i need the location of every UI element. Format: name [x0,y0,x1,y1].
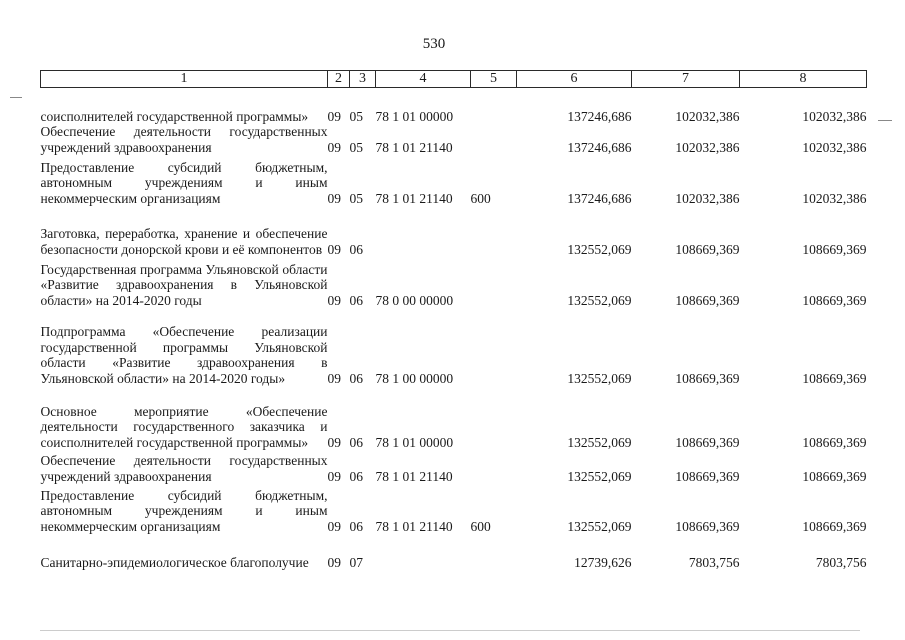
table-row [41,386,867,450]
row-amount-col8: 7803,756 [815,554,867,570]
row-amount-col7: 108669,369 [675,434,740,450]
row-target-article: 78 0 00 00000 [375,292,454,308]
scan-mark [878,120,892,121]
row-amount-col7: 102032,386 [675,139,740,155]
table-body [41,88,867,571]
row-amount-col7: 108669,369 [675,292,740,308]
row-amount-col6: 12739,626 [574,554,632,570]
row-expense-type [471,450,517,484]
row-section-code: 09 [327,370,341,386]
row-target-article: 78 1 00 00000 [375,370,454,386]
table-row [41,257,867,308]
row-name: Предоставление субсидий бюджетным, автономным учреждениям и иным некоммерческим организациям [40,159,328,206]
row-amount-col6: 137246,686 [567,190,632,206]
row-expense-type [471,206,517,257]
column-header-7: 7 [632,71,740,88]
row-target-article: 78 1 01 21140 [375,518,453,534]
row-name: соисполнителей государственной программы» [40,108,309,124]
row-section-code: 09 [327,139,341,155]
row-section-code: 09 [327,190,341,206]
row-amount-col7: 108669,369 [675,370,740,386]
table-row [41,206,867,257]
row-amount-col7: 7803,756 [688,554,740,570]
row-target-article [376,534,471,570]
row-amount-col7: 102032,386 [675,108,740,124]
row-amount-col7: 108669,369 [675,518,740,534]
table-row [41,534,867,570]
row-section-code: 09 [327,518,341,534]
row-subsection-code: 06 [349,434,363,450]
row-amount-col8: 108669,369 [802,518,867,534]
table-row [41,308,867,386]
row-subsection-code: 06 [349,518,363,534]
row-target-article: 78 1 01 21140 [375,190,453,206]
row-expense-type [471,88,517,125]
row-amount-col8: 108669,369 [802,468,867,484]
row-amount-col8: 108669,369 [802,292,867,308]
row-expense-type [471,534,517,570]
row-section-code: 09 [327,468,341,484]
row-amount-col6: 132552,069 [567,292,632,308]
row-expense-type [471,308,517,386]
row-target-article: 78 1 01 21140 [375,139,453,155]
row-amount-col7: 108669,369 [675,468,740,484]
row-section-code: 09 [327,108,341,124]
row-amount-col8: 102032,386 [802,108,867,124]
row-amount-col6: 132552,069 [567,241,632,257]
row-name: Предоставление субсидий бюджетным, автономным учреждениям и иным некоммерческим организациям [40,487,328,534]
scan-mark [40,630,860,631]
budget-table [40,70,867,570]
row-name: Подпрограмма «Обеспечение реализации государственной программы Ульяновской области «Развитие здравоохранения в Ульяновской области» на 2014-2020 годы» [40,324,328,386]
column-header-4: 4 [376,71,471,88]
row-target-article: 78 1 01 21140 [375,468,453,484]
row-subsection-code: 06 [349,241,363,257]
column-header-5: 5 [471,71,517,88]
row-amount-col8: 102032,386 [802,139,867,155]
row-amount-col6: 132552,069 [567,370,632,386]
row-amount-col8: 108669,369 [802,370,867,386]
column-header-6: 6 [517,71,632,88]
row-name: Заготовка, переработка, хранение и обеспечение безопасности донорской крови и её компонентов [40,226,328,257]
row-amount-col8: 108669,369 [802,434,867,450]
page-number: 530 [422,36,446,52]
row-amount-col6: 137246,686 [567,108,632,124]
column-header-2: 2 [328,71,350,88]
row-subsection-code: 05 [349,190,363,206]
row-subsection-code: 06 [349,292,363,308]
table-row [41,155,867,206]
row-section-code: 09 [327,554,341,570]
table-row [41,88,867,125]
table-row [41,124,867,155]
row-subsection-code: 06 [349,468,363,484]
row-amount-col6: 132552,069 [567,468,632,484]
column-header-1: 1 [41,71,328,88]
row-subsection-code: 05 [349,108,363,124]
row-name: Обеспечение деятельности государственных учреждений здравоохранения [40,453,328,484]
column-header-3: 3 [350,71,376,88]
row-target-article: 78 1 01 00000 [375,434,454,450]
row-expense-type: 600 [470,518,491,534]
table-row [41,450,867,484]
row-expense-type [471,386,517,450]
row-target-article [376,206,471,257]
row-name: Обеспечение деятельности государственных учреждений здравоохранения [40,124,328,155]
row-section-code: 09 [327,434,341,450]
row-amount-col7: 108669,369 [675,241,740,257]
row-section-code: 09 [327,292,341,308]
row-amount-col6: 137246,686 [567,139,632,155]
scan-mark [10,97,22,98]
row-name: Основное мероприятие «Обеспечение деятельности государственного заказчика и соисполнителей государственной программы» [40,403,328,450]
row-amount-col8: 102032,386 [802,190,867,206]
row-expense-type: 600 [470,190,491,206]
table-row [41,484,867,534]
row-subsection-code: 05 [349,139,363,155]
row-expense-type [471,124,517,155]
row-amount-col6: 132552,069 [567,518,632,534]
row-expense-type [471,257,517,308]
row-section-code: 09 [327,241,341,257]
row-amount-col6: 132552,069 [567,434,632,450]
row-subsection-code: 06 [349,370,363,386]
table-header-row [41,71,867,88]
row-target-article: 78 1 01 00000 [375,108,454,124]
row-name: Государственная программа Ульяновской области «Развитие здравоохранения в Ульяновской области» на 2014-2020 годы [40,261,328,308]
row-subsection-code: 07 [349,554,363,570]
column-header-8: 8 [740,71,867,88]
row-name: Санитарно-эпидемиологическое благополучие [40,554,309,570]
row-amount-col7: 102032,386 [675,190,740,206]
row-amount-col8: 108669,369 [802,241,867,257]
